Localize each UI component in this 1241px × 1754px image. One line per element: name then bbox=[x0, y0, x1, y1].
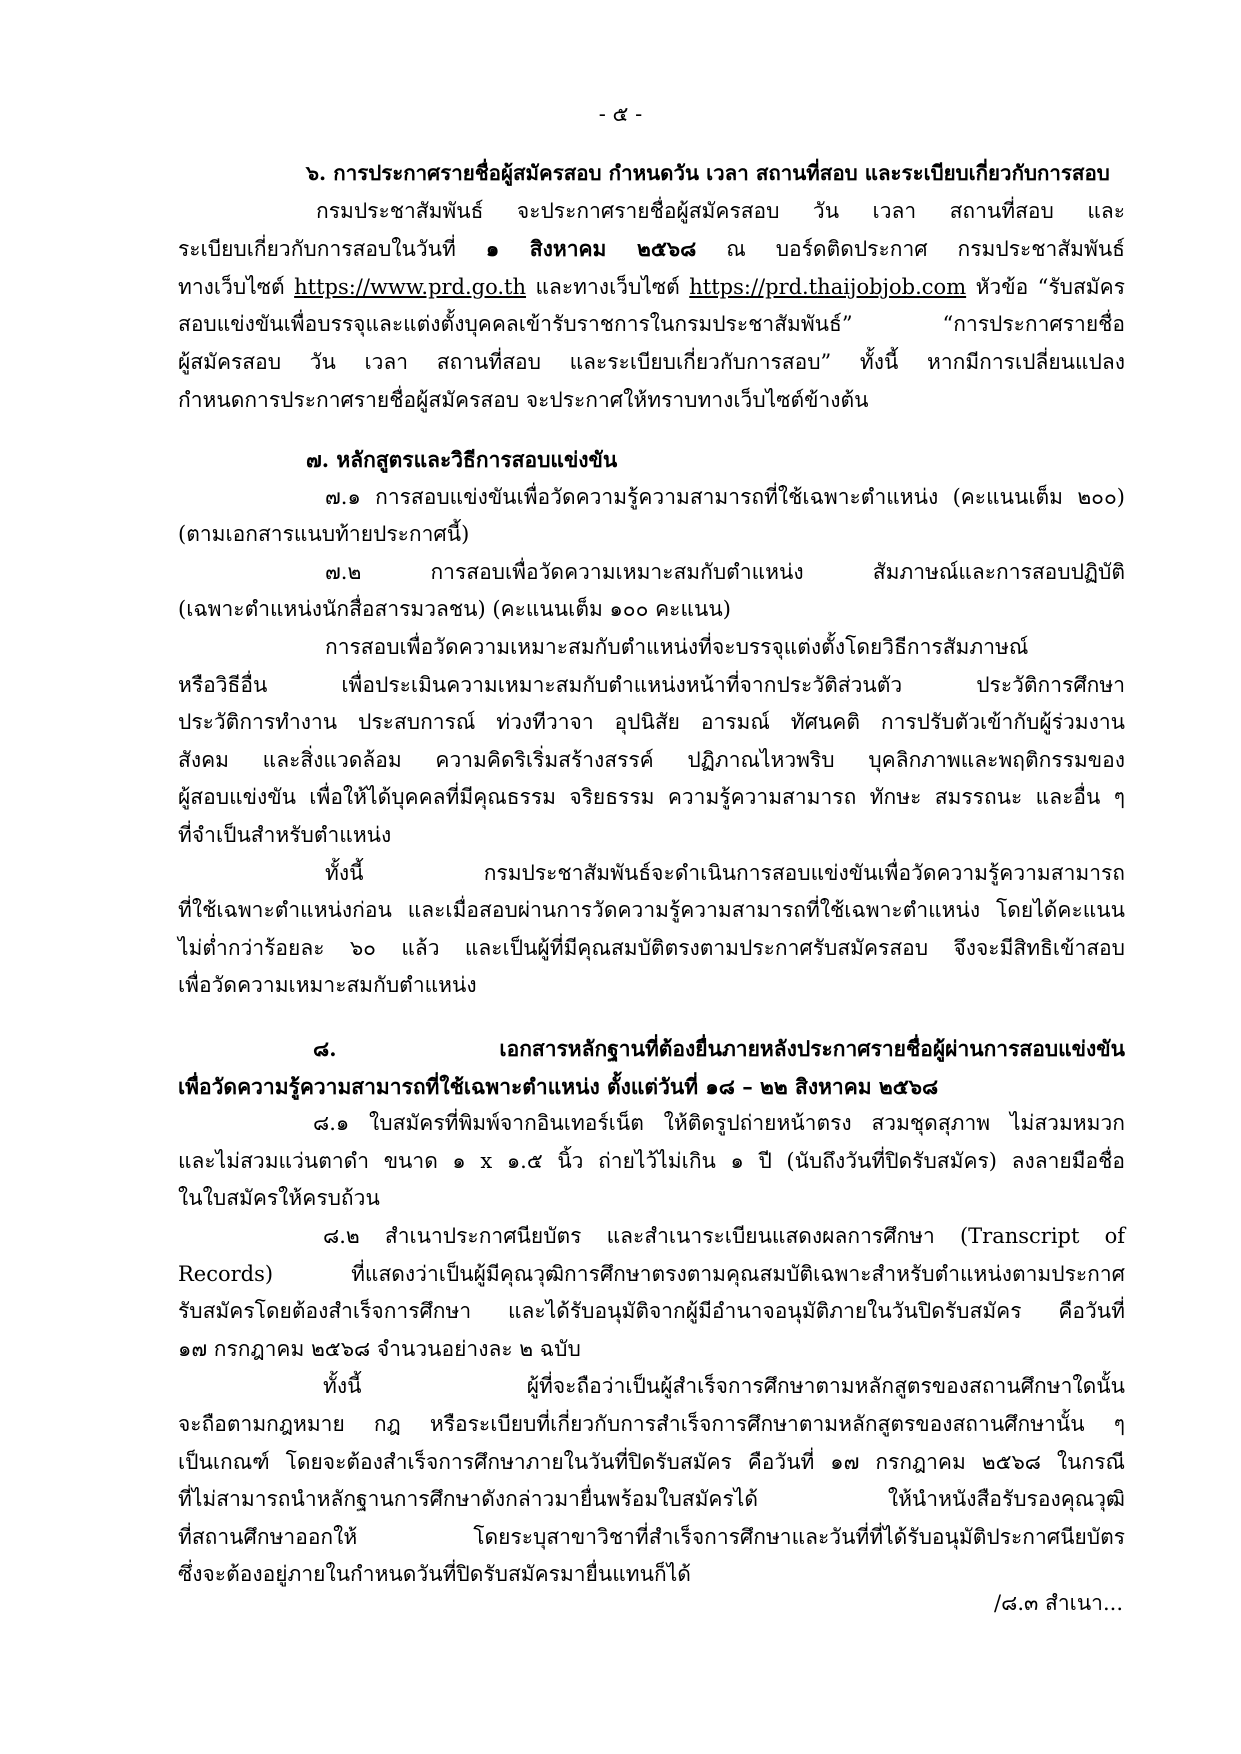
paragraph-line: ที่ใช้เฉพาะตำแหน่งก่อน และเมื่อสอบผ่านการวัดความรู้ความสามารถที่ใช้เฉพาะตำแหน่ง โดยได้คะแนน bbox=[178, 898, 1125, 923]
paragraph-line: Records) ที่แสดงว่าเป็นผู้มีคุณวุฒิการศึกษาตรงตามคุณสมบัติเฉพาะสำหรับตำแหน่งตามประกาศ bbox=[178, 1261, 1125, 1286]
paragraph-line: ๗.๒ การสอบเพื่อวัดความเหมาะสมกับตำแหน่ง สัมภาษณ์และการสอบปฏิบัติ bbox=[325, 559, 1125, 584]
paragraph-line: กรมประชาสัมพันธ์ จะประกาศรายชื่อผู้สมัครสอบ วัน เวลา สถานที่สอบ และ bbox=[316, 198, 1125, 223]
section-7-heading: ๗. หลักสูตรและวิธีการสอบแข่งขัน bbox=[306, 447, 618, 472]
paragraph-line: รับสมัครโดยต้องสำเร็จการศึกษา และได้รับอนุมัติจากผู้มีอำนาจอนุมัติภายในวันปิดรับสมัคร คือวันที่ bbox=[178, 1299, 1125, 1324]
paragraph-line: (เฉพาะตำแหน่งนักสื่อสารมวลชน) (คะแนนเต็ม ๑๐๐ คะแนน) bbox=[178, 597, 731, 622]
bold-date: ๑ สิงหาคม ๒๕๖๘ bbox=[485, 236, 697, 262]
page-number: - ๕ - bbox=[598, 102, 643, 126]
section-8-heading-continued: เพื่อวัดความรู้ความสามารถที่ใช้เฉพาะตำแหน่ง ตั้งแต่วันที่ ๑๘ – ๒๒ สิงหาคม ๒๕๖๘ bbox=[178, 1073, 939, 1099]
paragraph-line: ในใบสมัครให้ครบถ้วน bbox=[178, 1186, 380, 1211]
paragraph-line: ๘.๒ สำเนาประกาศนียบัตร และสำเนาระเบียนแสดงผลการศึกษา (Transcript of bbox=[323, 1223, 1125, 1248]
paragraph-line: เป็นเกณฑ์ โดยจะต้องสำเร็จการศึกษาภายในวันที่ปิดรับสมัคร คือวันที่ ๑๗ กรกฎาคม ๒๕๖๘ ในกรณี bbox=[178, 1449, 1125, 1474]
section-7 bbox=[178, 441, 1125, 1005]
text-run: ระเบียบเกี่ยวกับการสอบในวันที่ bbox=[178, 237, 486, 262]
thaijobjob-website-link[interactable]: https://prd.thaijobjob.com bbox=[689, 274, 967, 299]
text-run: หัวข้อ “รับสมัคร bbox=[966, 274, 1125, 299]
paragraph-line: กำหนดการประกาศรายชื่อผู้สมัครสอบ จะประกาศให้ทราบทางเว็บไซต์ข้างต้น bbox=[178, 387, 869, 412]
paragraph-line: การสอบเพื่อวัดความเหมาะสมกับตำแหน่งที่จะบรรจุแต่งตั้งโดยวิธีการสัมภาษณ์ bbox=[325, 634, 1029, 659]
text-run: ณ บอร์ดติดประกาศ กรมประชาสัมพันธ์ bbox=[696, 237, 1125, 262]
section-6-heading: ๖. การประกาศรายชื่อผู้สมัครสอบ กำหนดวัน เวลา สถานที่สอบ และระเบียบเกี่ยวกับการสอบ bbox=[306, 161, 1110, 185]
paragraph-line bbox=[178, 230, 1125, 269]
prd-website-link[interactable]: https://www.prd.go.th bbox=[294, 274, 527, 299]
section-8-heading: ๘. เอกสารหลักฐานที่ต้องยื่นภายหลังประกาศรายชื่อผู้ผ่านการสอบแข่งขัน bbox=[313, 1036, 1125, 1061]
continuation-marker: /๘.๓ สำเนา... bbox=[994, 1591, 1123, 1615]
paragraph-line: ๑๗ กรกฎาคม ๒๕๖๘ จำนวนอย่างละ ๒ ฉบับ bbox=[178, 1336, 581, 1361]
text-run: ทางเว็บไซต์ bbox=[178, 274, 295, 299]
paragraph-line: ประวัติการทำงาน ประสบการณ์ ท่วงทีวาจา อุปนิสัย อารมณ์ ทัศนคติ การปรับตัวเข้ากับผู้ร่วมงาน bbox=[178, 710, 1125, 735]
paragraph-line: สอบแข่งขันเพื่อบรรจุและแต่งตั้งบุคคลเข้ารับราชการในกรมประชาสัมพันธ์” “การประกาศรายชื่อ bbox=[178, 312, 1125, 337]
paragraph-line: ซึ่งจะต้องอยู่ภายในกำหนดวันที่ปิดรับสมัครมายื่นแทนก็ได้ bbox=[178, 1562, 691, 1587]
paragraph-line: เพื่อวัดความเหมาะสมกับตำแหน่ง bbox=[178, 973, 477, 998]
paragraph-line: ๘.๑ ใบสมัครที่พิมพ์จากอินเทอร์เน็ต ให้ติดรูปถ่ายหน้าตรง สวมชุดสุภาพ ไม่สวมหมวก bbox=[313, 1111, 1125, 1136]
text-run: และทางเว็บไซต์ bbox=[526, 274, 690, 299]
paragraph-line: และไม่สวมแว่นตาดำ ขนาด ๑ x ๑.๕ นิ้ว ถ่ายไว้ไม่เกิน ๑ ปี (นับถึงวันที่ปิดรับสมัคร) ลงลายมือชื่อ bbox=[178, 1148, 1125, 1173]
paragraph-line: หรือวิธีอื่น เพื่อประเมินความเหมาะสมกับตำแหน่งหน้าที่จากประวัติส่วนตัว ประวัติการศึกษา bbox=[178, 672, 1125, 697]
section-8 bbox=[178, 1030, 1125, 1594]
paragraph-line: ทั้งนี้ กรมประชาสัมพันธ์จะดำเนินการสอบแข่งขันเพื่อวัดความรู้ความสามารถ bbox=[325, 860, 1125, 885]
paragraph-line: สังคม และสิ่งแวดล้อม ความคิดริเริ่มสร้างสรรค์ ปฏิภาณไหวพริบ บุคลิกภาพและพฤติกรรมของ bbox=[178, 747, 1125, 772]
paragraph-line: ผู้สมัครสอบ วัน เวลา สถานที่สอบ และระเบียบเกี่ยวกับการสอบ” ทั้งนี้ หากมีการเปลี่ยนแปลง bbox=[178, 349, 1125, 374]
paragraph-line: ผู้สอบแข่งขัน เพื่อให้ได้บุคคลที่มีคุณธรรม จริยธรรม ความรู้ความสามารถ ทักษะ สมรรถนะ และอื่น ๆ bbox=[178, 785, 1125, 810]
paragraph-line: ทั้งนี้ ผู้ที่จะถือว่าเป็นผู้สำเร็จการศึกษาตามหลักสูตรของสถานศึกษาใดนั้น bbox=[323, 1374, 1125, 1399]
paragraph-line: ที่สถานศึกษาออกให้ โดยระบุสาขาวิชาที่สำเร็จการศึกษาและวันที่ที่ได้รับอนุมัติประกาศนียบัตร bbox=[178, 1524, 1125, 1549]
paragraph-line bbox=[178, 269, 1125, 307]
paragraph-line: จะถือตามกฎหมาย กฎ หรือระเบียบที่เกี่ยวกับการสำเร็จการศึกษาตามหลักสูตรของสถานศึกษานั้น ๆ bbox=[178, 1411, 1125, 1436]
paragraph-line: ไม่ต่ำกว่าร้อยละ ๖๐ แล้ว และเป็นผู้ที่มีคุณสมบัติตรงตามประกาศรับสมัครสอบ จึงจะมีสิทธิเข้าสอบ bbox=[178, 935, 1125, 960]
paragraph-line: ที่จำเป็นสำหรับตำแหน่ง bbox=[178, 822, 392, 847]
paragraph-line: ที่ไม่สามารถนำหลักฐานการศึกษาดังกล่าวมายื่นพร้อมใบสมัครได้ ให้นำหนังสือรับรองคุณวุฒิ bbox=[178, 1487, 1125, 1512]
paragraph-line: (ตามเอกสารแนบท้ายประกาศนี้) bbox=[178, 522, 470, 547]
paragraph-line: ๗.๑ การสอบแข่งขันเพื่อวัดความรู้ความสามารถที่ใช้เฉพาะตำแหน่ง (คะแนนเต็ม ๒๐๐) bbox=[325, 484, 1125, 509]
section-6 bbox=[178, 155, 1125, 419]
